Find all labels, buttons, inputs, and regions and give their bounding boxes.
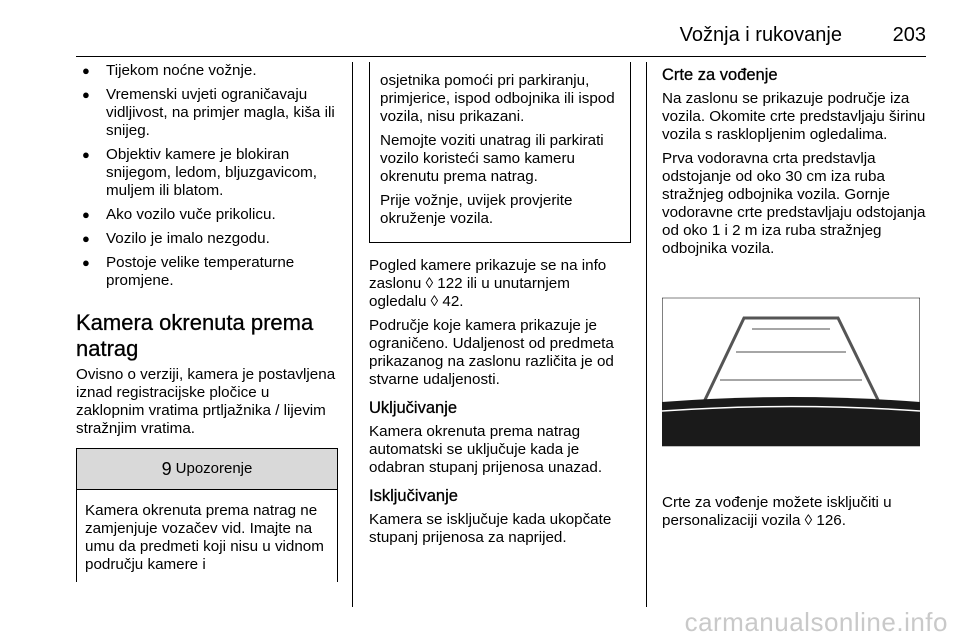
list-item: ● Vozilo je imalo nezgodu. [76, 230, 338, 248]
switch-off-paragraph: Kamera se isključuje kada ukopčate stupanj prijenosa za naprijed. [369, 511, 612, 546]
list-item: ● Tijekom noćne vožnje. [76, 62, 338, 80]
page-header [0, 16, 960, 56]
switch-on-paragraph: Kamera okrenuta prema natrag automatski se uključuje kada je odabran stupanj prijenosa unazad. [369, 423, 603, 476]
list-item: ● Vremenski uvjeti ograničavaju vidljivost, na primjer magla, kiša ili snijeg. [76, 86, 338, 140]
warning-text: osjetnika pomoći pri parkiranju, primjerice, ispod odbojnika ili ispod vozila, nisu prikazani. [380, 72, 615, 125]
camera-area-paragraph: Područje koje kamera prikazuje je ograničeno. Udaljenost od predmeta prikazanog na zaslonu različita je od stvarne udaljenosti. [369, 317, 614, 388]
list-item: ● Postoje velike temperaturne promjene. [76, 254, 338, 290]
warning-body: Kamera okrenuta prema natrag ne zamjenjuje vozačev vid. Imajte na umu da predmeti koji nisu u vidnom području kamere i [85, 502, 324, 573]
warning-title: Upozorenje [175, 460, 253, 477]
warning-header [77, 449, 337, 490]
section-heading-guidelines: Crte za vođenje [662, 66, 778, 84]
guideline-figure [662, 296, 920, 448]
column-1 [76, 62, 338, 582]
warning-text: Nemojte voziti unatrag ili parkirati vozilo koristeći samo kameru okrenutu prema natrag. [380, 132, 604, 185]
watermark: carmanualsonline.info [684, 607, 948, 637]
section-heading-camera: Kamera okrenuta prema natrag [76, 310, 314, 361]
warning-icon: 9 [161, 459, 172, 479]
header-title: Vožnja i rukovanje [679, 24, 842, 46]
page-number: 203 [892, 24, 926, 46]
guidelines-paragraph-1: Na zaslonu se prikazuje područje iza vozila. Okomite crte predstavljaju širinu vozila s rasklopljenim ogledalima. [662, 90, 926, 143]
section-heading-on: Uključivanje [369, 399, 458, 417]
warning-box [76, 448, 338, 582]
guideline-diagram [662, 296, 920, 448]
section-heading-off: Isključivanje [369, 487, 458, 505]
guidelines-paragraph-2: Prva vodoravna crta predstavlja odstojanje od oko 30 cm iza ruba stražnjeg odbojnika vozila. Gornje vodoravne crte predstavljaju odstojanja od oko 1 i 2 m iza ruba stražnjeg odbojnika vozila. [662, 150, 926, 257]
guidelines-paragraph-3: Crte za vođenje možete isključiti u personalizaciji vozila ◊ 126. [662, 494, 892, 529]
warning-box-continued [369, 62, 631, 243]
column-2 [369, 62, 631, 553]
bullet-list [76, 62, 338, 290]
camera-intro-paragraph: Ovisno o verziji, kamera je postavljena iznad registracijske pločice u zaklopnim vratima prtljažnika / lijevim stražnjim vratima. [76, 366, 336, 437]
list-item: ● Ako vozilo vuče prikolicu. [76, 206, 338, 224]
column-divider-2 [646, 62, 647, 607]
column-divider-1 [352, 62, 353, 607]
list-item: ● Objektiv kamere je blokiran snijegom, ledom, bljuzgavicom, muljem ili blatom. [76, 146, 338, 200]
header-rule [76, 56, 926, 57]
camera-view-paragraph: Pogled kamere prikazuje se na info zaslonu ◊ 122 ili u unutarnjem ogledalu ◊ 42. [369, 257, 607, 310]
column-3 [662, 62, 926, 536]
warning-text: Prije vožnje, uvijek provjerite okruženje vozila. [380, 192, 573, 227]
